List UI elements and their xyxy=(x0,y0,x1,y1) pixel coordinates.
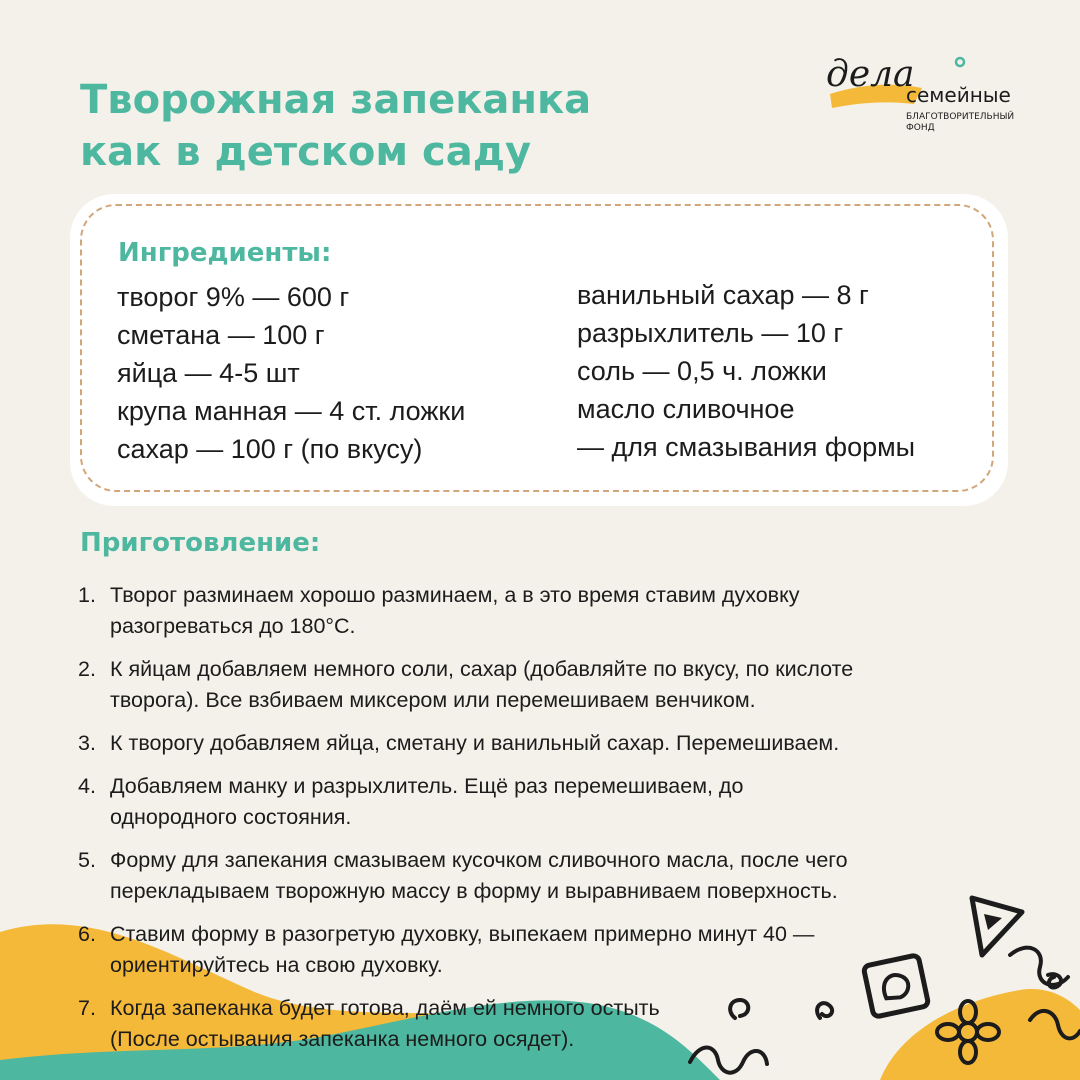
step-item xyxy=(78,993,978,1055)
step-text xyxy=(110,728,978,759)
step-line: однородного состояния. xyxy=(110,805,352,829)
step-item xyxy=(78,919,978,981)
step-number: 1. xyxy=(78,583,96,607)
step-line: перекладываем творожную массу в форму и выравниваем поверхность. xyxy=(110,879,838,903)
step-text xyxy=(110,654,978,716)
step-item xyxy=(78,771,978,833)
ingredients-left-list xyxy=(117,278,465,468)
ingredient-item: разрыхлитель — 10 г xyxy=(577,318,844,348)
step-number: 6. xyxy=(78,922,96,946)
step-item xyxy=(78,580,978,642)
step-number: 2. xyxy=(78,657,96,681)
ingredient-item: ванильный сахар — 8 г xyxy=(577,280,869,310)
step-line: К яйцам добавляем немного соли, сахар (добавляйте по вкусу, по кислоте xyxy=(110,657,854,681)
step-text xyxy=(110,845,978,907)
ingredients-heading: Ингредиенты: xyxy=(118,238,332,268)
ingredient-item: яйца — 4-5 шт xyxy=(117,358,300,388)
step-text xyxy=(110,993,978,1055)
preparation-heading: Приготовление: xyxy=(80,528,321,558)
foundation-logo xyxy=(822,48,1042,148)
page-title xyxy=(80,74,591,178)
step-text xyxy=(110,580,978,642)
logo-word: семейные xyxy=(906,83,1011,107)
step-number: 7. xyxy=(78,996,96,1020)
step-item xyxy=(78,654,978,716)
step-number: 3. xyxy=(78,731,96,755)
ingredients-right-list xyxy=(577,276,915,466)
step-line: (После остывания запеканка немного осядет). xyxy=(110,1027,575,1051)
ingredient-item: — для смазывания формы xyxy=(577,432,916,462)
step-item xyxy=(78,845,978,907)
logo-subtitle-line-1: БЛАГОТВОРИТЕЛЬНЫЙ xyxy=(906,112,1015,122)
step-item xyxy=(78,728,978,759)
loop-doodle xyxy=(1048,974,1061,987)
step-line: Творог разминаем хорошо разминаем, а в это время ставим духовку xyxy=(110,583,800,607)
step-line: Добавляем манку и разрыхлитель. Ещё раз перемешиваем, до xyxy=(110,774,744,798)
ingredient-item: творог 9% — 600 г xyxy=(117,282,350,312)
logo-subtitle xyxy=(906,112,1014,134)
ingredient-item: крупа манная — 4 ст. ложки xyxy=(117,396,466,426)
step-line: Форму для запекания смазываем кусочком сливочного масла, после чего xyxy=(110,848,848,872)
ingredient-item: масло сливочное xyxy=(577,394,795,424)
step-line: Когда запеканка будет готова, даём ей немного остыть xyxy=(110,996,660,1020)
step-number: 4. xyxy=(78,774,96,798)
step-text xyxy=(110,919,978,981)
ingredient-item: сметана — 100 г xyxy=(117,320,325,350)
logo-subtitle-line-2: ФОНД xyxy=(906,123,935,133)
logo-script: дела xyxy=(826,54,915,95)
ingredient-item: сахар — 100 г (по вкусу) xyxy=(117,434,423,464)
step-line: творога). Все взбиваем миксером или перемешиваем венчиком. xyxy=(110,688,756,712)
triangle-icon xyxy=(972,898,1022,955)
preparation-steps xyxy=(78,580,978,1067)
step-number: 5. xyxy=(78,848,96,872)
step-line: разогреваться до 180°C. xyxy=(110,614,356,638)
step-text xyxy=(110,771,978,833)
title-line-1: Творожная запеканка xyxy=(80,77,592,123)
step-line: ориентируйтесь на свою духовку. xyxy=(110,953,443,977)
title-line-2: как в детском саду xyxy=(80,129,532,175)
step-line: Ставим форму в разогретую духовку, выпекаем примерно минут 40 — xyxy=(110,922,815,946)
step-line: К творогу добавляем яйца, сметану и ванильный сахар. Перемешиваем. xyxy=(110,731,840,755)
ingredient-item: соль — 0,5 ч. ложки xyxy=(577,356,827,386)
